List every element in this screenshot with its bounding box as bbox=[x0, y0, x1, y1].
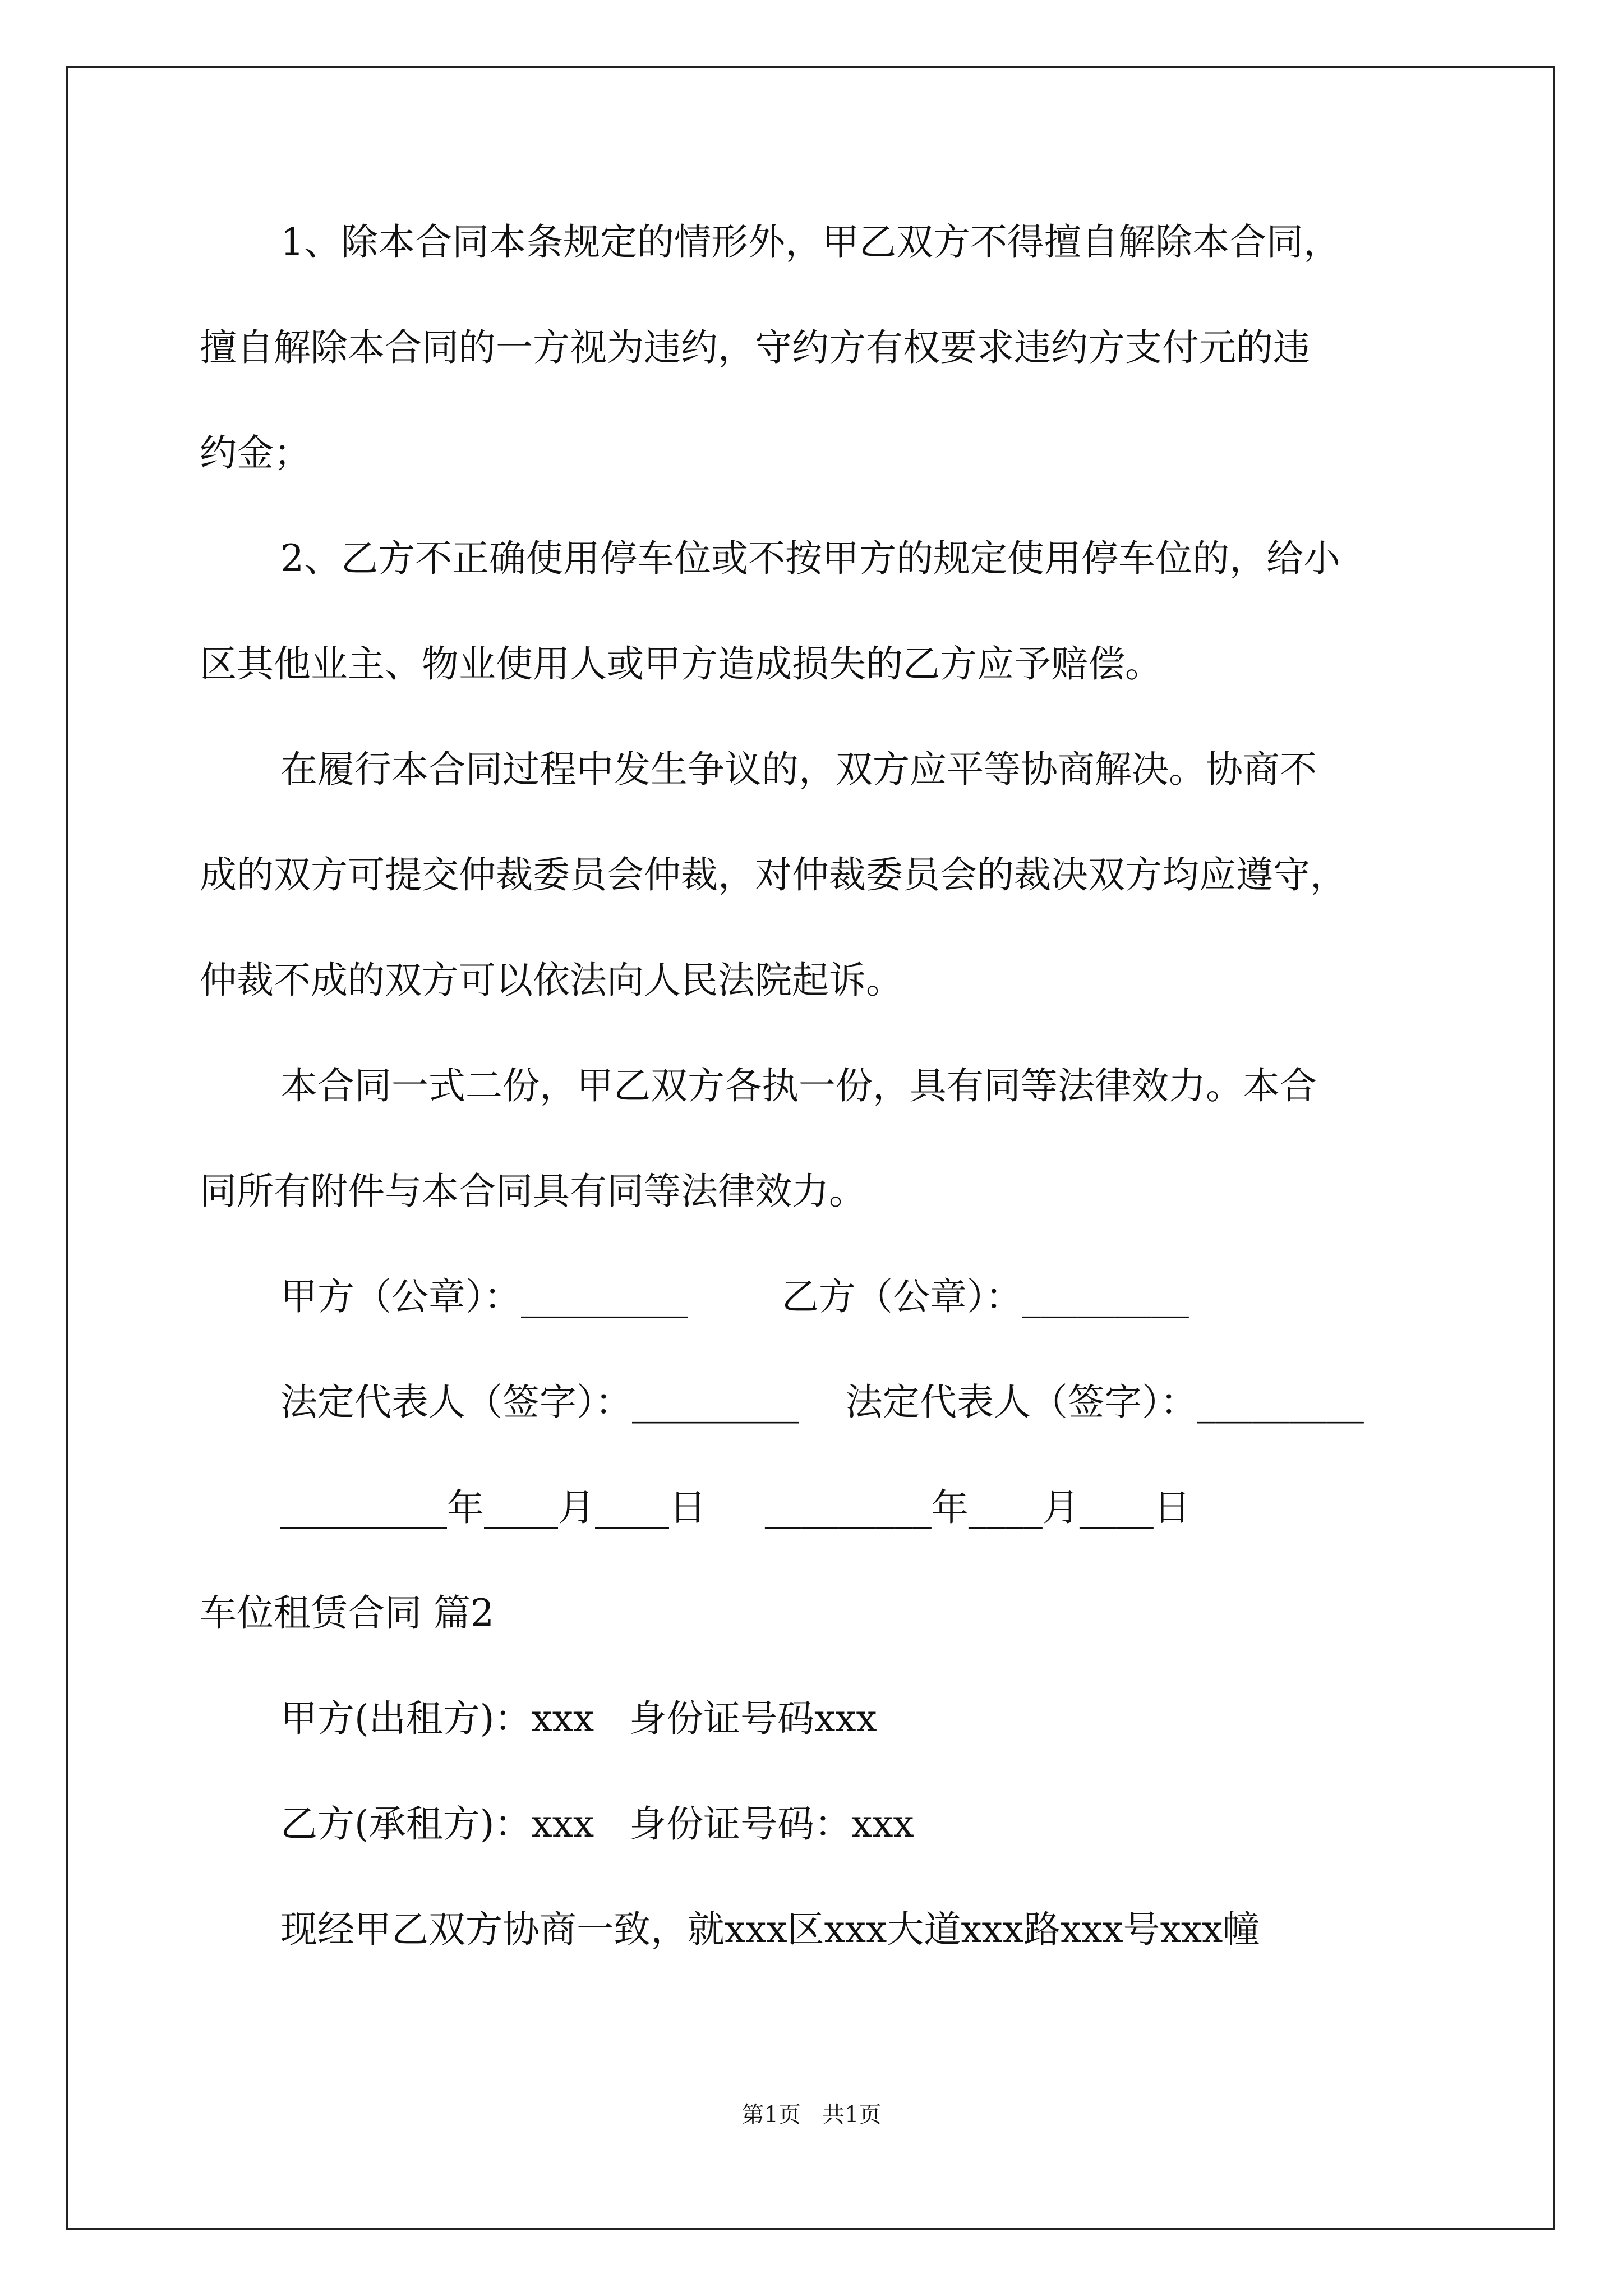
date-line: _________年____月____日 _________年____月____日 bbox=[280, 1486, 1191, 1529]
page-border bbox=[66, 66, 1555, 2230]
paragraph-3-line-3: 仲裁不成的双方可以依法向人民法院起诉。 bbox=[200, 959, 903, 1002]
party-a-line: 甲方(出租方)：xxx 身份证号码xxx bbox=[280, 1697, 877, 1740]
paragraph-3-line-1: 在履行本合同过程中发生争议的，双方应平等协商解决。协商不 bbox=[280, 748, 1317, 791]
party-b-line: 乙方(承租方)：xxx 身份证号码：xxx bbox=[280, 1802, 914, 1846]
paragraph-1-line-1: 1、除本合同本条规定的情形外，甲乙双方不得擅自解除本合同， bbox=[280, 220, 1340, 264]
paragraph-2-line-2: 区其他业主、物业使用人或甲方造成损失的乙方应予赔偿。 bbox=[200, 642, 1162, 685]
page-footer: 第1页 共1页 bbox=[741, 2102, 882, 2128]
section-title: 车位租赁合同 篇2 bbox=[200, 1591, 494, 1635]
representative-signature-line: 法定代表人（签字）：_________ 法定代表人（签字）：_________ bbox=[280, 1381, 1364, 1424]
paragraph-3-line-2: 成的双方可提交仲裁委员会仲裁，对仲裁委员会的裁决双方均应遵守， bbox=[200, 853, 1347, 896]
paragraph-4-line-2: 同所有附件与本合同具有同等法律效力。 bbox=[200, 1170, 866, 1213]
paragraph-1-line-2: 擅自解除本合同的一方视为违约，守约方有权要求违约方支付元的违 bbox=[200, 326, 1310, 369]
intro-line: 现经甲乙双方协商一致，就xxx区xxx大道xxx路xxx号xxx幢 bbox=[280, 1908, 1260, 1951]
paragraph-4-line-1: 本合同一式二份，甲乙双方各执一份，具有同等法律效力。本合 bbox=[280, 1064, 1317, 1107]
paragraph-2-line-1: 2、乙方不正确使用停车位或不按甲方的规定使用停车位的，给小 bbox=[280, 537, 1340, 580]
paragraph-1-line-3: 约金； bbox=[200, 431, 311, 475]
seal-signature-line: 甲方（公章）：_________ 乙方（公章）：_________ bbox=[280, 1275, 1189, 1318]
